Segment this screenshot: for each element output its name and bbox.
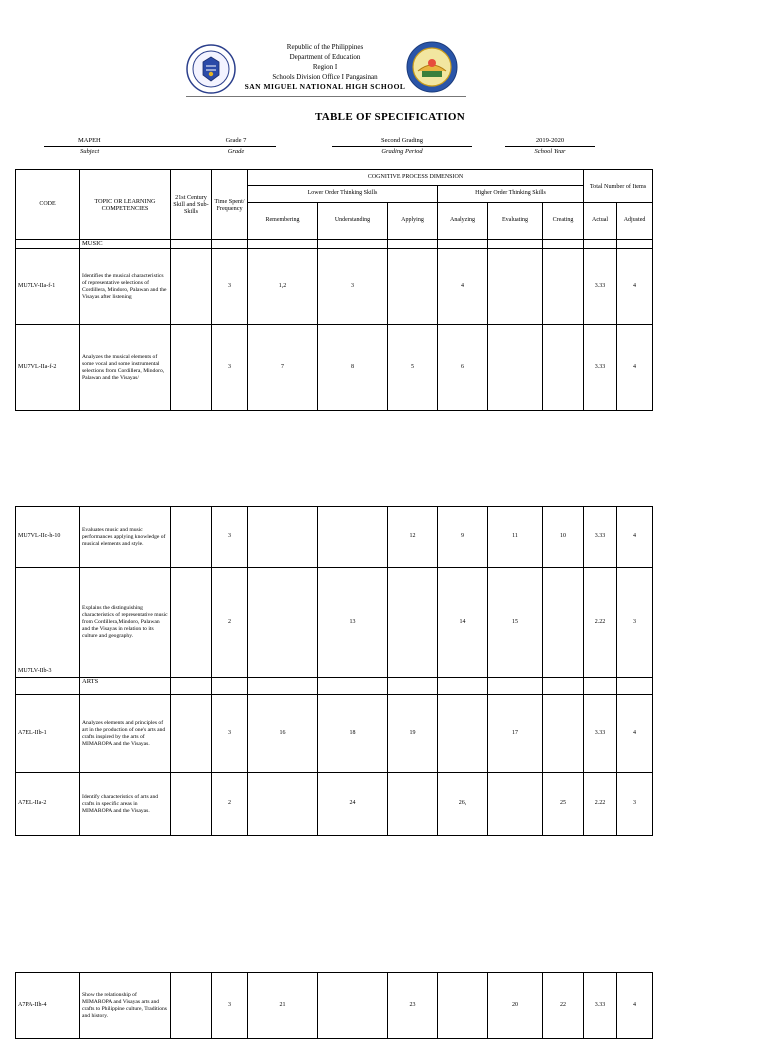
row-actual: 2.22: [584, 773, 617, 836]
row-competency: Evaluates music and music performances applying knowledge of musical elements and style.: [80, 507, 171, 568]
table-cell: [488, 678, 543, 695]
evaluating-header: Evaluating: [488, 203, 543, 240]
table-cell: [212, 678, 248, 695]
row-applying: [388, 249, 438, 325]
row-analyzing: [438, 695, 488, 773]
row-time: 3: [212, 695, 248, 773]
cognitive-dimension-header: COGNITIVE PROCESS DIMENSION: [248, 170, 584, 186]
row-understanding: 24: [318, 773, 388, 836]
remembering-header: Remembering: [248, 203, 318, 240]
row-code: MU7VL-IIc-h-10: [16, 507, 80, 568]
row-skills: [171, 973, 212, 1039]
row-adjusted: 3: [617, 568, 653, 678]
header-line-division: Schools Division Office I Pangasinan: [272, 73, 378, 81]
table-cell: [617, 678, 653, 695]
specification-table-part-3: [15, 972, 653, 1039]
table-cell: [388, 678, 438, 695]
deped-seal-icon: [186, 44, 236, 94]
row-understanding: 18: [318, 695, 388, 773]
row-skills: [171, 695, 212, 773]
row-skills: [171, 568, 212, 678]
row-actual: 3.33: [584, 325, 617, 411]
school-year-value: 2019-2020: [535, 137, 565, 144]
row-competency: Explains the distinguishing characteristics of representative music from Cordillera,Mindoro, Palawan and the Visayas in relation to its culture and geography.: [80, 568, 171, 678]
grading-period-field: [332, 137, 472, 155]
grade-value: Grade 7: [225, 137, 247, 144]
row-evaluating: 20: [488, 973, 543, 1039]
analyzing-header: Analyzing: [438, 203, 488, 240]
topic-header: TOPIC OR LEARNING COMPETENCIES: [80, 170, 171, 240]
row-adjusted: 4: [617, 695, 653, 773]
adjusted-header: Adjusted: [617, 203, 653, 240]
row-understanding: [318, 973, 388, 1039]
row-adjusted: 4: [617, 507, 653, 568]
school-year-field: [505, 137, 595, 155]
table-cell: [388, 240, 438, 249]
table-cell: [584, 678, 617, 695]
header-line-region: Region I: [312, 63, 338, 71]
table-cell: [543, 678, 584, 695]
table-cell: [171, 240, 212, 249]
row-analyzing: 26,: [438, 773, 488, 836]
row-analyzing: [438, 973, 488, 1039]
lower-order-header: Lower Order Thinking Skills: [248, 186, 438, 203]
row-code: MU7LV-IIa-f-1: [16, 249, 80, 325]
row-time: 2: [212, 568, 248, 678]
school-year-underline: [505, 146, 595, 147]
row-analyzing: 9: [438, 507, 488, 568]
grade-field: [196, 137, 276, 155]
row-remembering: [248, 568, 318, 678]
row-skills: [171, 507, 212, 568]
document-header: [0, 0, 768, 170]
row-actual: 3.33: [584, 507, 617, 568]
row-applying: 5: [388, 325, 438, 411]
understanding-header: Understanding: [318, 203, 388, 240]
row-evaluating: [488, 773, 543, 836]
table-row: [16, 773, 653, 836]
division-office-seal-icon: [406, 41, 458, 93]
table-cell: [248, 678, 318, 695]
grade-label: Grade: [227, 148, 245, 155]
time-spent-header: Time Spent/ Frequency: [212, 170, 248, 240]
row-code: MU7VL-IIa-f-2: [16, 325, 80, 411]
row-competency: Analyzes elements and principles of art in the production of one's arts and crafts inspired by the arts of MIMAROPA and the Visayas.: [80, 695, 171, 773]
school-name: SAN MIGUEL NATIONAL HIGH SCHOOL: [244, 82, 406, 91]
table-row: [16, 695, 653, 773]
subject-label: Subject: [80, 148, 100, 155]
row-time: 2: [212, 773, 248, 836]
higher-order-header: Higher Order Thinking Skills: [438, 186, 584, 203]
table-cell: [543, 240, 584, 249]
page-title: TABLE OF SPECIFICATION: [314, 111, 466, 123]
table-cell: [16, 240, 80, 249]
row-competency: Analyzes the musical elements of some vocal and some instrumental selections from Cordillera, Mindoro, Palawan and the Visayas/: [80, 325, 171, 411]
table-cell: [318, 240, 388, 249]
header-rule: [186, 96, 466, 97]
row-actual: 3.33: [584, 695, 617, 773]
table-cell: [212, 240, 248, 249]
actual-header: Actual: [584, 203, 617, 240]
row-creating: 22: [543, 973, 584, 1039]
section-arts: ARTS: [80, 678, 171, 695]
table-row: [16, 249, 653, 325]
table-cell: [248, 240, 318, 249]
row-evaluating: [488, 249, 543, 325]
table-cell: [16, 678, 80, 695]
row-evaluating: 11: [488, 507, 543, 568]
row-applying: 23: [388, 973, 438, 1039]
row-understanding: 8: [318, 325, 388, 411]
applying-header: Applying: [388, 203, 438, 240]
row-time: 3: [212, 249, 248, 325]
table-cell: [584, 240, 617, 249]
table-row: [16, 568, 653, 678]
specification-table-part-1: [15, 169, 653, 411]
row-adjusted: 3: [617, 773, 653, 836]
table-row: [16, 973, 653, 1039]
row-code: MU7LV-IIb-3: [16, 568, 80, 678]
row-understanding: 13: [318, 568, 388, 678]
row-evaluating: [488, 325, 543, 411]
table-cell: [488, 240, 543, 249]
row-code: A7PA-IIh-4: [16, 973, 80, 1039]
table-row: [16, 325, 653, 411]
row-skills: [171, 325, 212, 411]
grade-underline: [196, 146, 276, 147]
row-applying: [388, 773, 438, 836]
row-applying: 19: [388, 695, 438, 773]
row-actual: 3.33: [584, 973, 617, 1039]
grading-period-label: Grading Period: [381, 148, 423, 155]
row-skills: [171, 773, 212, 836]
row-creating: [543, 695, 584, 773]
row-actual: 3.33: [584, 249, 617, 325]
code-header: CODE: [16, 170, 80, 240]
row-applying: 12: [388, 507, 438, 568]
row-code: A7EL-IIa-2: [16, 773, 80, 836]
row-creating: [543, 568, 584, 678]
table-cell: [438, 240, 488, 249]
row-understanding: [318, 507, 388, 568]
row-time: 3: [212, 973, 248, 1039]
row-adjusted: 4: [617, 325, 653, 411]
row-evaluating: 17: [488, 695, 543, 773]
skills-header: 21st Century Skill and Sub-Skills: [171, 170, 212, 240]
row-creating: 10: [543, 507, 584, 568]
table-row: [16, 507, 653, 568]
table-cell: [438, 678, 488, 695]
row-skills: [171, 249, 212, 325]
row-adjusted: 4: [617, 973, 653, 1039]
row-competency: Identifies the musical characteristics of representative selections of Cordillera, Mindoro, Palawan and the Visayas after listening: [80, 249, 171, 325]
row-applying: [388, 568, 438, 678]
row-understanding: 3: [318, 249, 388, 325]
row-competency: Identify characteristics of arts and crafts in specific areas in MIMAROPA and the Visayas.: [80, 773, 171, 836]
row-remembering: [248, 507, 318, 568]
total-items-header: Total Number of Items: [584, 170, 653, 203]
row-time: 3: [212, 325, 248, 411]
table-cell: [617, 240, 653, 249]
row-remembering: [248, 773, 318, 836]
row-analyzing: 6: [438, 325, 488, 411]
row-code: A7EL-IIb-1: [16, 695, 80, 773]
row-remembering: 1,2: [248, 249, 318, 325]
subject-value: MAPEH: [78, 137, 101, 144]
table-cell: [171, 678, 212, 695]
row-time: 3: [212, 507, 248, 568]
row-remembering: 7: [248, 325, 318, 411]
school-year-label: School Year: [534, 148, 566, 155]
header-line-republic: Republic of the Philippines: [286, 43, 364, 51]
row-actual: 2.22: [584, 568, 617, 678]
grading-period-underline: [332, 146, 472, 147]
row-evaluating: 15: [488, 568, 543, 678]
specification-table-part-2: [15, 506, 653, 836]
row-creating: [543, 325, 584, 411]
row-creating: 25: [543, 773, 584, 836]
section-music: MUSIC: [80, 240, 171, 249]
row-analyzing: 4: [438, 249, 488, 325]
creating-header: Creating: [543, 203, 584, 240]
row-creating: [543, 249, 584, 325]
subject-underline: [44, 146, 210, 147]
row-adjusted: 4: [617, 249, 653, 325]
row-analyzing: 14: [438, 568, 488, 678]
row-remembering: 16: [248, 695, 318, 773]
grading-period-value: Second Grading: [380, 137, 424, 144]
row-competency: Show the relationship of MIMAROPA and Visayas arts and crafts to Philippine culture, Traditions and history.: [80, 973, 171, 1039]
table-cell: [318, 678, 388, 695]
header-line-department: Department of Education: [289, 53, 361, 61]
subject-field: [44, 137, 210, 155]
row-remembering: 21: [248, 973, 318, 1039]
